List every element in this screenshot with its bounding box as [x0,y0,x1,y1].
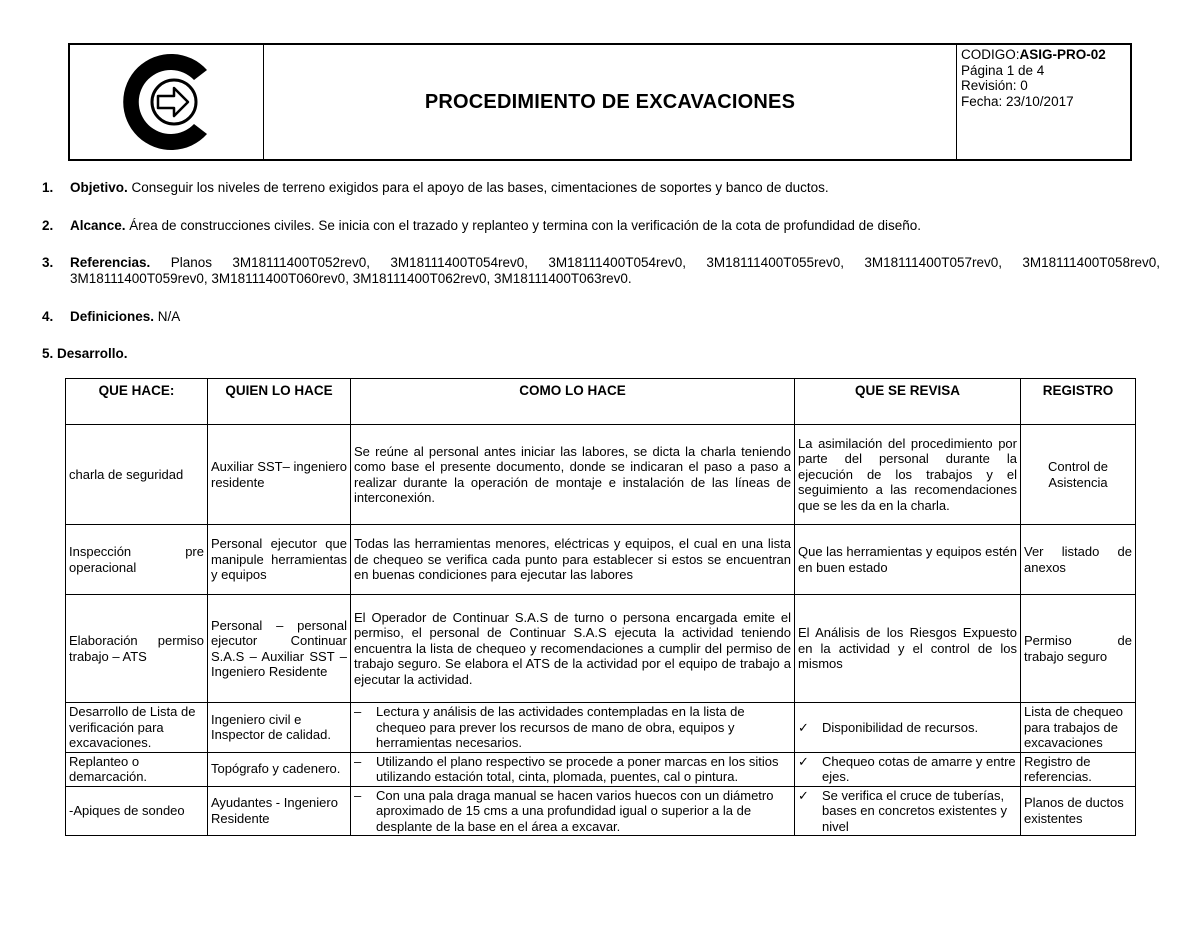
cell-registro: Control de Asistencia [1021,425,1136,525]
cell-quien: Ingeniero civil e Inspector de calidad. [208,703,351,753]
cell-que-hace: Inspección pre operacional [66,525,208,595]
cell-que-hace: charla de seguridad [66,425,208,525]
dash-bullet: – [354,787,362,803]
cell-que-hace: Replanteo o demarcación. [66,752,208,786]
section-definiciones [42,309,1160,325]
cell-como [351,752,795,786]
logo-arrow-icon [112,52,222,152]
cell-como [351,786,795,836]
table-row [66,425,1136,525]
table-row [66,703,1136,753]
cell-quien: Personal – personal ejecutor Continuar S.A.S – Auxiliar SST – Ingeniero Residente [208,595,351,703]
table-row [66,752,1136,786]
cell-registro: Permiso de trabajo seguro [1021,595,1136,703]
section-objetivo [42,180,1160,196]
document-title: PROCEDIMIENTO DE EXCAVACIONES [424,90,796,113]
document-meta [956,45,1130,159]
section-text: Conseguir los niveles de terreno exigidos para el apoyo de las bases, cimentaciones de soportes y banco de ductos. [127,180,829,195]
cell-quien: Ayudantes - Ingeniero Residente [208,786,351,836]
cell-text: Con una pala draga manual se hacen varios huecos con un diámetro aproximado de 15 cms a una profundidad igual o superior a la de desplante de la base en el área a excavar. [376,787,774,834]
section-label: Referencias. [70,255,151,270]
section-desarrollo [42,346,1160,362]
section-label: Alcance. [70,218,126,233]
cell-revisa: El Análisis de los Riesgos Expuesto en la actividad y el control de los mismos [795,595,1021,703]
cell-que-hace: Elaboración permiso trabajo – ATS [66,595,208,703]
column-header: QUE HACE: [66,379,208,425]
cell-registro: Planos de ductos existentes [1021,786,1136,836]
section-text: Área de construcciones civiles. Se inicia con el trazado y replanteo y termina con la verificación de la cota de profundidad de diseño. [125,218,921,233]
section-number: 1. [42,180,54,195]
section-text: N/A [154,309,181,324]
cell-quien: Personal ejecutor que manipule herramientas y equipos [208,525,351,595]
table-row [66,525,1136,595]
cell-registro: Registro de referencias. [1021,752,1136,786]
document-code [961,47,1126,63]
code-value: ASIG-PRO-02 [1019,47,1106,62]
document-header [68,43,1132,161]
table-row [66,786,1136,836]
company-logo [70,45,264,159]
cell-quien: Topógrafo y cadenero. [208,752,351,786]
document-date: Fecha: 23/10/2017 [961,93,1074,109]
cell-revisa: Que las herramientas y equipos estén en buen estado [795,525,1021,595]
cell-que-hace: -Apiques de sondeo [66,786,208,836]
section-referencias [42,255,1160,287]
section-number: 2. [42,218,54,233]
check-icon: ✓ [798,787,809,803]
section-number: 5. [42,346,54,361]
cell-quien: Auxiliar SST– ingeniero residente [208,425,351,525]
cell-text: Utilizando el plano respectivo se procede a poner marcas en los sitios utilizando estación total, cinta, plomada, puentes, cal o pintura. [376,753,779,784]
section-number: 4. [42,309,54,324]
cell-revisa [795,786,1021,836]
cell-revisa [795,703,1021,753]
cell-text: Lectura y análisis de las actividades contempladas en la lista de chequeo para prever los recursos de mano de obra, equipos y herramientas necesarios. [376,704,745,750]
column-header: COMO LO HACE [351,379,795,425]
cell-como: Se reúne al personal antes iniciar las labores, se dicta la charla teniendo como base el presente documento, donde se indicaran el paso a paso a realizar durante la operación de montaje e instalación de las líneas de interconexión. [351,425,795,525]
procedure-table [65,378,1136,836]
section-label: Definiciones. [70,309,155,324]
cell-como: El Operador de Continuar S.A.S de turno o persona encargada emite el permiso, el personal de Continuar S.A.S ejecuta la actividad teniendo encuentra la lista de chequeo y recomendaciones a cumplir del permiso de trabajo seguro. Se elabora el ATS de la actividad por el equipo de trabajo a ejecutar la actividad. [351,595,795,703]
check-icon: ✓ [798,719,809,735]
cell-text: Chequeo cotas de amarre y entre ejes. [822,753,1016,784]
cell-que-hace: Desarrollo de Lista de verificación para excavaciones. [66,703,208,753]
cell-registro: Lista de chequeo para trabajos de excavaciones [1021,703,1136,753]
table-row [66,595,1136,703]
cell-revisa: La asimilación del procedimiento por parte del personal durante la ejecución de los trabajos y el seguimiento a las recomendaciones que se les da en la charla. [795,425,1021,525]
cell-registro: Ver listado de anexos [1021,525,1136,595]
table-header-row [66,379,1136,425]
section-label: Objetivo. [70,180,128,195]
dash-bullet: – [354,704,362,719]
section-text: Planos 3M18111400T052rev0, 3M18111400T054rev0, 3M18111400T054rev0, 3M18111400T055rev0, 3M18111400T057rev0, 3M18111400T058rev0, 3M18111400T059rev0, 3M18111400T060rev0, 3M18111400T062rev0, 3M18111400T063rev0. [70,255,1160,286]
section-label: Desarrollo. [57,346,128,361]
column-header: QUE SE REVISA [795,379,1021,425]
column-header: REGISTRO [1021,379,1136,425]
check-icon: ✓ [798,753,809,769]
cell-revisa [795,752,1021,786]
revision: Revisión: 0 [961,78,1028,93]
code-label: CODIGO: [961,47,1020,62]
page-number: Página 1 de 4 [961,62,1045,78]
column-header: QUIEN LO HACE [208,379,351,425]
cell-text: Se verifica el cruce de tuberías, bases en concretos existentes y nivel [822,787,1007,834]
section-number: 3. [42,255,54,270]
section-alcance [42,218,1160,234]
cell-text: Disponibilidad de recursos. [822,719,979,735]
dash-bullet: – [354,753,362,769]
cell-como: Todas las herramientas menores, eléctricas y equipos, el cual en una lista de chequeo se verifica cada punto para establecer si estos se encuentran en buenas condiciones para ejecutar las labores [351,525,795,595]
cell-como [351,703,795,753]
